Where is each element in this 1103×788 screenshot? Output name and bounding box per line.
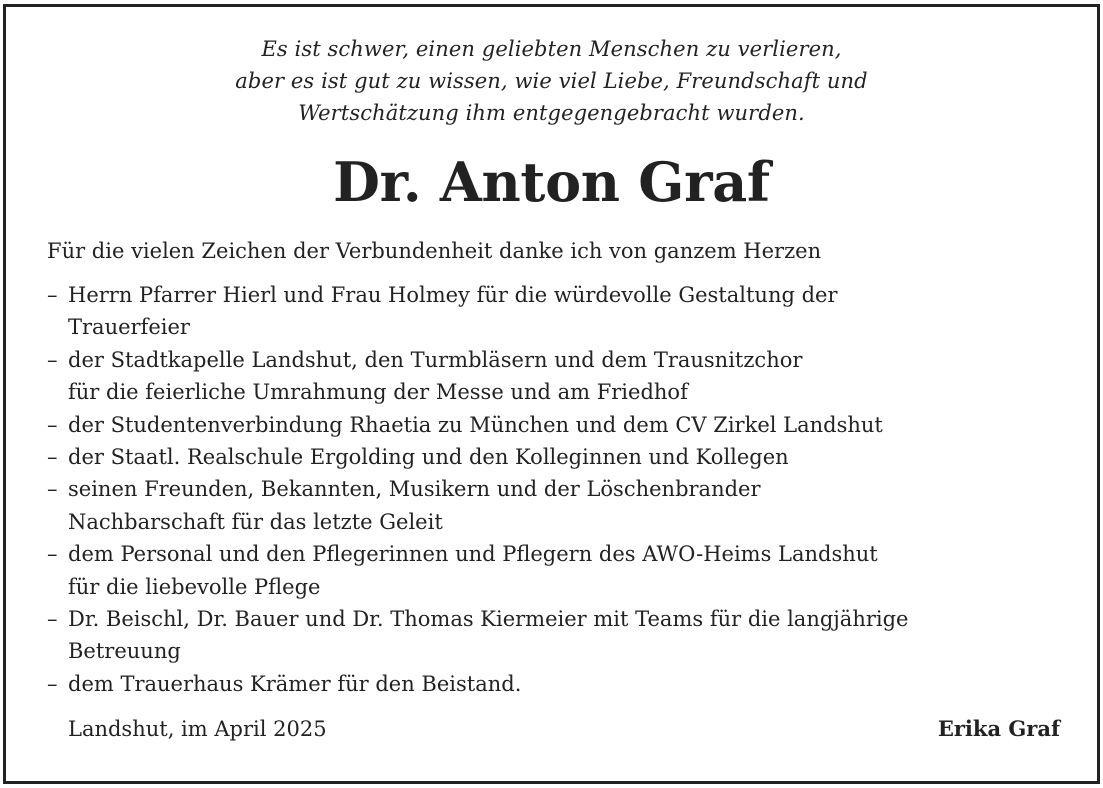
dash-bullet: – — [47, 283, 58, 307]
list-item-line: Trauerfeier — [68, 315, 190, 340]
dash-bullet: – — [47, 412, 58, 437]
quote-block — [6, 33, 1097, 129]
dash-bullet: – — [47, 542, 58, 567]
list-item-line: für die liebevolle Pflege — [68, 574, 321, 599]
dash-bullet: – — [47, 607, 58, 632]
list-item — [47, 668, 908, 700]
notice-frame — [3, 4, 1100, 784]
list-item — [47, 603, 908, 668]
dash-bullet: – — [47, 671, 58, 696]
list-item — [47, 441, 908, 473]
list-item-line: dem Trauerhaus Krämer für den Beistand. — [68, 671, 522, 696]
list-item — [47, 279, 908, 344]
list-item-line: dem Personal und den Pflegerinnen und Pflegern des AWO-Heims Landshut — [68, 542, 878, 567]
dash-bullet: – — [47, 477, 58, 502]
notice-content — [6, 7, 1097, 781]
list-item-line: der Studentenverbindung Rhaetia zu München und dem CV Zirkel Landshut — [68, 412, 883, 437]
list-item-line: Herrn Pfarrer Hierl und Frau Holmey für die würdevolle Gestaltung der — [68, 283, 838, 307]
list-item — [47, 538, 908, 603]
list-item — [47, 473, 908, 538]
list-item-line: der Staatl. Realschule Ergolding und den Kolleginnen und Kollegen — [68, 445, 789, 470]
list-item-line: der Stadtkapelle Landshut, den Turmbläsern und dem Trausnitzchor — [68, 347, 803, 372]
thanks-list — [47, 279, 908, 700]
deceased-name: Dr. Anton Graf — [333, 150, 770, 214]
quote-line: aber es ist gut zu wissen, wie viel Liebe, Freundschaft und — [235, 69, 868, 93]
list-item-line: für die feierliche Umrahmung der Messe und am Friedhof — [68, 380, 688, 405]
quote-line: Es ist schwer, einen geliebten Menschen zu verlieren, — [261, 37, 842, 61]
list-item-line: seinen Freunden, Bekannten, Musikern und der Löschenbrander — [68, 477, 761, 502]
place-and-date: Landshut, im April 2025 — [68, 717, 327, 741]
quote-line: Wertschätzung ihm entgegengebracht wurden. — [298, 101, 805, 125]
dash-bullet: – — [47, 445, 58, 470]
list-item-line: Dr. Beischl, Dr. Bauer und Dr. Thomas Kiermeier mit Teams für die langjährige — [68, 607, 909, 632]
list-item-line: Nachbarschaft für das letzte Geleit — [68, 509, 443, 534]
dash-bullet: – — [47, 347, 58, 372]
signature: Erika Graf — [937, 716, 1060, 741]
list-item-line: Betreuung — [68, 639, 181, 664]
list-item — [47, 344, 908, 409]
list-item — [47, 409, 908, 441]
thanks-intro: Für die vielen Zeichen der Verbundenheit danke ich von ganzem Herzen — [47, 239, 822, 263]
